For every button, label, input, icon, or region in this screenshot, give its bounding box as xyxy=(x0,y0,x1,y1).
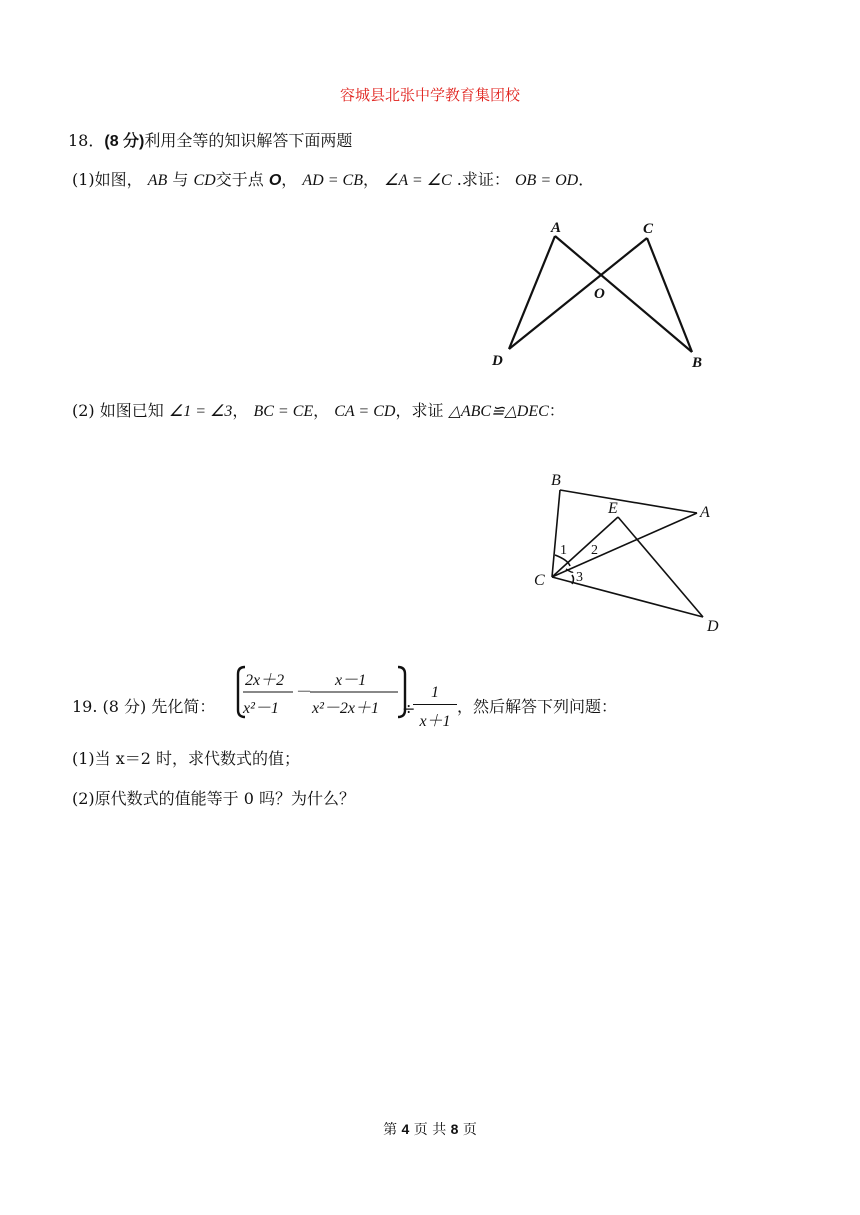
figure-2-triangles xyxy=(520,465,740,640)
footer-text: 页 xyxy=(458,1122,477,1138)
text-prove: ，求证 xyxy=(395,401,444,420)
segment-ad-line xyxy=(509,236,555,349)
frac1-denominator: x²－1 xyxy=(243,700,279,717)
segment-cd: CD xyxy=(193,172,216,189)
label-b: B xyxy=(692,355,703,371)
text-and: 与 xyxy=(167,170,194,189)
segment-ba-line xyxy=(560,490,697,513)
colon: ： xyxy=(548,401,565,420)
frac2-numerator: x－1 xyxy=(335,672,367,689)
label-c: C xyxy=(534,572,545,589)
footer-text: 页 共 xyxy=(409,1122,451,1138)
frac3-denominator: x＋1 xyxy=(419,713,451,730)
label-a: A xyxy=(700,504,710,521)
frac2-denominator: x²－2x＋1 xyxy=(312,700,380,717)
text-intersect: 交于点 xyxy=(215,170,269,189)
q19-sub1: (1)当 x＝2 时，求代数式的值； xyxy=(72,749,301,768)
segment-ab: AB xyxy=(147,172,168,189)
q18-part2-label: (2) 如图已知 xyxy=(72,401,164,420)
goal-congruent: △ABC≌△DEC xyxy=(448,403,549,420)
label-d: D xyxy=(707,618,719,635)
label-b: B xyxy=(551,472,561,489)
condition-angle-a-c: ∠A = ∠C xyxy=(384,172,452,189)
label-d: D xyxy=(492,353,503,369)
figure-1-crossed-triangles xyxy=(480,210,740,380)
label-o: O xyxy=(594,286,605,302)
footer-total-pages: 8 xyxy=(450,1121,459,1137)
label-c: C xyxy=(643,221,654,237)
page-footer xyxy=(0,1119,860,1139)
segment-cd-line xyxy=(552,577,703,617)
footer-text: 第 xyxy=(383,1122,402,1138)
label-e: E xyxy=(608,500,618,517)
minus-sign: － xyxy=(296,682,313,701)
angle-label-1: 1 xyxy=(560,543,567,558)
comma: ， xyxy=(362,170,379,189)
text-prove: .求证： xyxy=(451,170,510,189)
q18-heading xyxy=(68,128,352,151)
segment-ab-line xyxy=(555,236,692,352)
segment-ed-line xyxy=(618,517,703,617)
angle-label-3: 3 xyxy=(576,570,583,585)
condition-ca-cd: CA = CD xyxy=(334,403,396,420)
goal-ob-od: OB = OD xyxy=(515,172,579,189)
frac3 xyxy=(413,684,457,731)
label-a: A xyxy=(551,220,562,236)
q18-part1 xyxy=(72,167,594,190)
frac3-numerator: 1 xyxy=(413,684,457,705)
segment-cb-line xyxy=(647,238,692,352)
condition-ad-cb: AD = CB xyxy=(302,172,363,189)
condition-bc-ce: BC = CE xyxy=(253,403,314,420)
period: ． xyxy=(578,170,595,189)
condition-angle-1-3: ∠1 = ∠3 xyxy=(168,403,233,420)
segment-bc-line xyxy=(552,490,560,577)
angle-3-arc xyxy=(572,575,574,584)
comma: ， xyxy=(281,170,298,189)
segment-ca-line xyxy=(552,513,697,577)
divide-sign: ÷ xyxy=(402,699,416,718)
footer-page-number: 4 xyxy=(401,1121,410,1137)
q18-score: (8 分) xyxy=(104,133,145,150)
comma: ， xyxy=(313,401,330,420)
q18-part2 xyxy=(72,398,565,421)
point-o: O xyxy=(268,172,282,189)
angle-label-2: 2 xyxy=(591,543,598,558)
q19-suffix: ，然后解答下列问题： xyxy=(457,697,618,716)
q19-bracket-expression xyxy=(235,664,410,720)
frac1-numerator: 2x＋2 xyxy=(245,672,285,689)
q18-number: 18． xyxy=(68,131,105,150)
q18-part1-label: (1)如图， xyxy=(72,170,143,189)
page-header-title: 容城县北张中学教育集团校 xyxy=(339,86,520,104)
q19-sub2: (2)原代数式的值能等于 0 吗？为什么？ xyxy=(72,789,356,808)
comma: ， xyxy=(232,401,249,420)
q19-prefix: 19. (8 分) 先化简： xyxy=(72,697,216,716)
q18-title: 利用全等的知识解答下面两题 xyxy=(144,131,353,150)
